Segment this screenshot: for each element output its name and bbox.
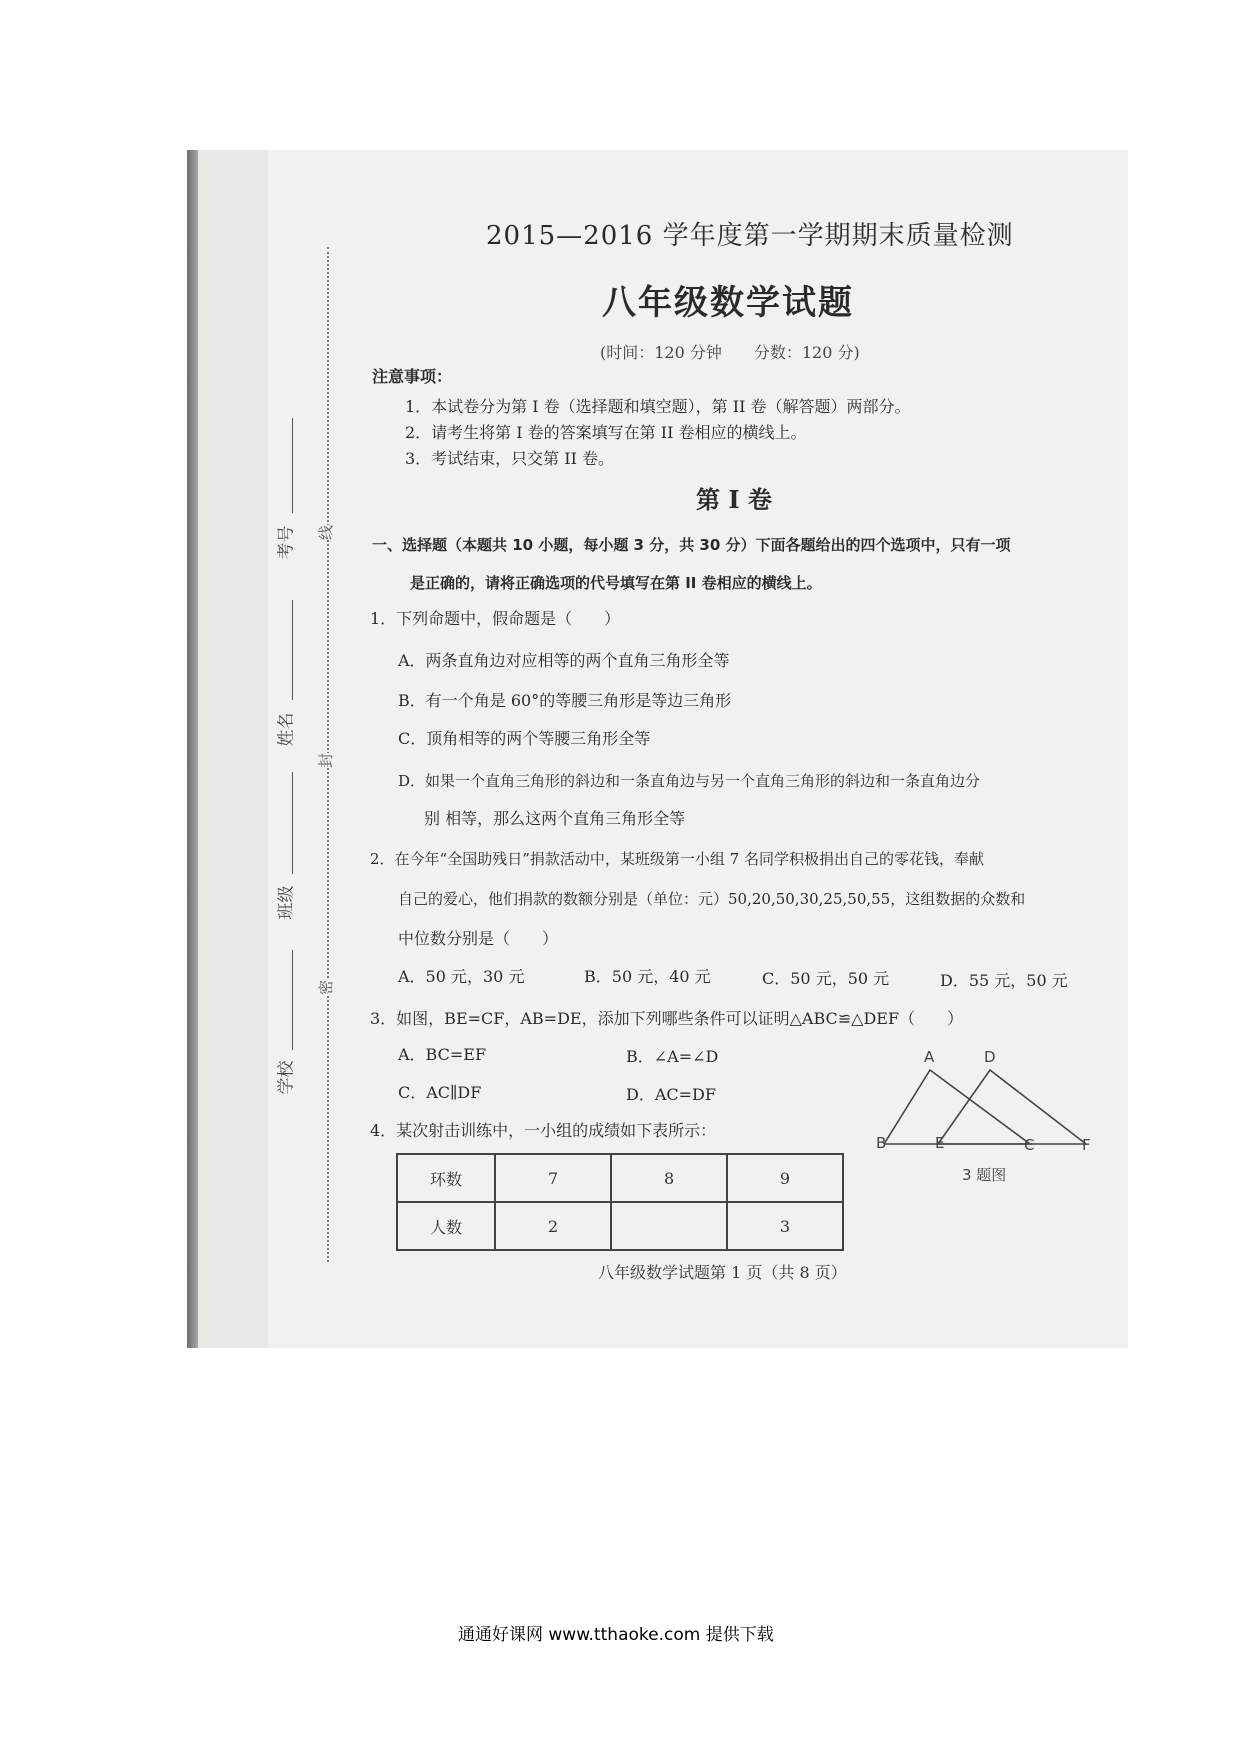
table-cell: 8 bbox=[611, 1154, 727, 1202]
binding-label-kaohao: 考号 bbox=[276, 525, 297, 560]
q1-option-d-line2: 别 相等，那么这两个直角三角形全等 bbox=[424, 809, 686, 828]
time-score-line: (时间：120 分钟 分数：120 分) bbox=[600, 343, 860, 362]
q1-stem: 1．下列命题中，假命题是（ ） bbox=[370, 609, 621, 628]
figure-label-b: B bbox=[876, 1134, 887, 1152]
section1-line1: 一、选择题（本题共 10 小题，每小题 3 分，共 30 分）下面各题给出的四个选项中，只有一项 bbox=[372, 536, 1011, 554]
binding-label-xuexiao: 学校 bbox=[276, 1060, 297, 1095]
q3-option-c: C．AC∥DF bbox=[398, 1083, 482, 1102]
volume-title: 第 I 卷 bbox=[696, 485, 772, 514]
q2-option-a: A．50 元，30 元 bbox=[398, 967, 525, 986]
triangle-def bbox=[938, 1070, 1086, 1144]
q1-option-c: C．顶角相等的两个等腰三角形全等 bbox=[398, 729, 651, 748]
q4-stem: 4．某次射击训练中，一小组的成绩如下表所示： bbox=[370, 1121, 717, 1140]
table-cell: 2 bbox=[495, 1202, 611, 1250]
binding-strip bbox=[198, 150, 268, 1348]
q3-option-d: D．AC=DF bbox=[626, 1085, 716, 1104]
q2-line3: 中位数分别是（ ） bbox=[398, 929, 559, 948]
notes-heading: 注意事项： bbox=[372, 367, 453, 386]
note-item: 3．考试结束，只交第 II 卷。 bbox=[405, 449, 614, 468]
scores-table bbox=[396, 1153, 844, 1251]
scan-edge-shadow bbox=[187, 150, 198, 1348]
q3-option-b: B．∠A=∠D bbox=[626, 1047, 719, 1066]
figure-label-e: E bbox=[935, 1134, 945, 1152]
q2-option-c: C．50 元，50 元 bbox=[762, 969, 890, 988]
section1-line2: 是正确的，请将正确选项的代号填写在第 II 卷相应的横线上。 bbox=[410, 574, 822, 592]
figure-label-d: D bbox=[984, 1048, 996, 1066]
table-cell: 7 bbox=[495, 1154, 611, 1202]
school-year-line: 2015—2016 学年度第一学期期末质量检测 bbox=[486, 221, 1014, 251]
banji-blank bbox=[292, 772, 293, 874]
table-row bbox=[397, 1154, 843, 1202]
q2-line1: 2．在今年“全国助残日”捐款活动中，某班级第一小组 7 名同学积极捐出自己的零花钱，奉献 bbox=[370, 850, 984, 868]
q2-option-b: B．50 元，40 元 bbox=[584, 967, 711, 986]
download-watermark: 通通好课网 www.tthaoke.com 提供下载 bbox=[458, 1625, 774, 1645]
seal-mark-mi: 密 bbox=[313, 980, 338, 995]
table-cell: 3 bbox=[727, 1202, 843, 1250]
q3-stem: 3．如图，BE=CF，AB=DE，添加下列哪些条件可以证明△ABC≌△DEF（ ） bbox=[370, 1009, 964, 1028]
q1-option-a: A．两条直角边对应相等的两个直角三角形全等 bbox=[398, 651, 730, 670]
xingming-blank bbox=[292, 600, 293, 700]
seal-mark-xian: 线 bbox=[313, 525, 338, 540]
page-number-footer: 八年级数学试题第 1 页（共 8 页） bbox=[598, 1263, 847, 1282]
q1-option-d-line1: D．如果一个直角三角形的斜边和一条直角边与另一个直角三角形的斜边和一条直角边分 bbox=[398, 772, 981, 790]
seal-mark-feng: 封 bbox=[313, 753, 338, 768]
binding-label-banji: 班级 bbox=[276, 885, 297, 920]
figure-caption: 3 题图 bbox=[962, 1166, 1007, 1184]
binding-label-xingming: 姓名 bbox=[276, 712, 297, 747]
note-item: 2．请考生将第 I 卷的答案填写在第 II 卷相应的横线上。 bbox=[405, 423, 807, 442]
table-row bbox=[397, 1202, 843, 1250]
note-item: 1．本试卷分为第 I 卷（选择题和填空题），第 II 卷（解答题）两部分。 bbox=[405, 397, 911, 416]
page-title: 八年级数学试题 bbox=[602, 283, 854, 323]
xuexiao-blank bbox=[292, 950, 293, 1050]
q3-option-a: A．BC=EF bbox=[398, 1045, 487, 1064]
q2-option-d: D．55 元，50 元 bbox=[940, 971, 1068, 990]
table-cell: 环数 bbox=[397, 1154, 495, 1202]
table-cell bbox=[611, 1202, 727, 1250]
kaohao-blank bbox=[292, 418, 293, 513]
table-cell: 9 bbox=[727, 1154, 843, 1202]
figure-label-c: C bbox=[1024, 1136, 1035, 1154]
table-cell: 人数 bbox=[397, 1202, 495, 1250]
triangle-abc bbox=[884, 1070, 1030, 1144]
figure-label-f: F bbox=[1082, 1136, 1091, 1154]
q2-line2: 自己的爱心，他们捐款的数额分别是（单位：元）50,20,50,30,25,50,55，这组数据的众数和 bbox=[398, 890, 1026, 908]
q1-option-b: B．有一个角是 60°的等腰三角形是等边三角形 bbox=[398, 691, 732, 710]
figure-label-a: A bbox=[924, 1048, 935, 1066]
